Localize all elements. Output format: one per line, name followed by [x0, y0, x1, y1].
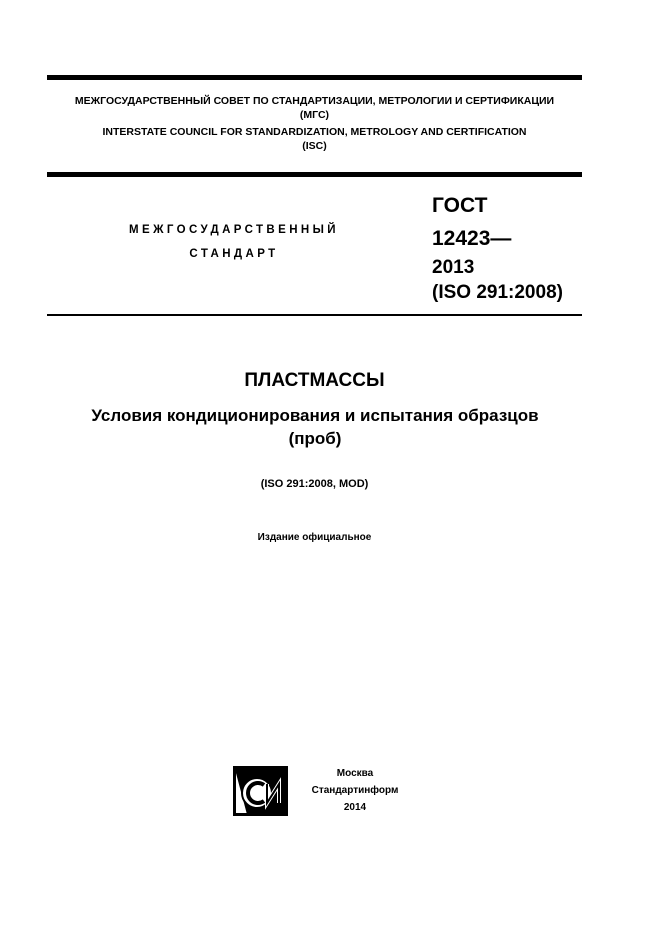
edition-label: Издание официальное [257, 532, 372, 543]
top-rule [47, 75, 582, 80]
designation-rule [47, 314, 582, 316]
gost-year: 2013 [432, 257, 475, 278]
document-subtitle [40, 404, 590, 450]
council-abbr-ru: (МГС) [299, 109, 330, 121]
standard-kind-line1: МЕЖГОСУДАРСТВЕННЫЙ [129, 224, 339, 236]
iso-designation: (ISO 291:2008) [432, 282, 563, 303]
subtitle-line1: Условия кондиционирования и испытания образцов [91, 406, 539, 425]
council-abbr-en: (ISC) [302, 140, 327, 152]
council-block [47, 94, 582, 153]
standard-kind-line2: СТАНДАРТ [189, 248, 279, 260]
gost-label: ГОСТ [432, 194, 488, 217]
header-rule [47, 172, 582, 177]
iso-reference: (ISO 291:2008, MOD) [260, 478, 369, 490]
publisher-city: Москва [336, 768, 374, 779]
document-title: ПЛАСТМАССЫ [244, 370, 385, 391]
council-name-en: INTERSTATE COUNCIL FOR STANDARDIZATION, METROLOGY AND CERTIFICATION [102, 126, 527, 138]
standard-kind [100, 218, 368, 266]
gost-number: 12423— [432, 227, 512, 250]
subtitle-line2: (проб) [288, 429, 342, 448]
standartinform-logo-icon [233, 766, 288, 816]
publisher-name: Стандартинформ [311, 785, 399, 796]
council-name-ru: МЕЖГОСУДАРСТВЕННЫЙ СОВЕТ ПО СТАНДАРТИЗАЦИИ, МЕТРОЛОГИИ И СЕРТИФИКАЦИИ [74, 95, 555, 107]
publisher-block [300, 765, 410, 816]
standard-designation [432, 191, 563, 305]
publisher-year: 2014 [343, 802, 367, 813]
